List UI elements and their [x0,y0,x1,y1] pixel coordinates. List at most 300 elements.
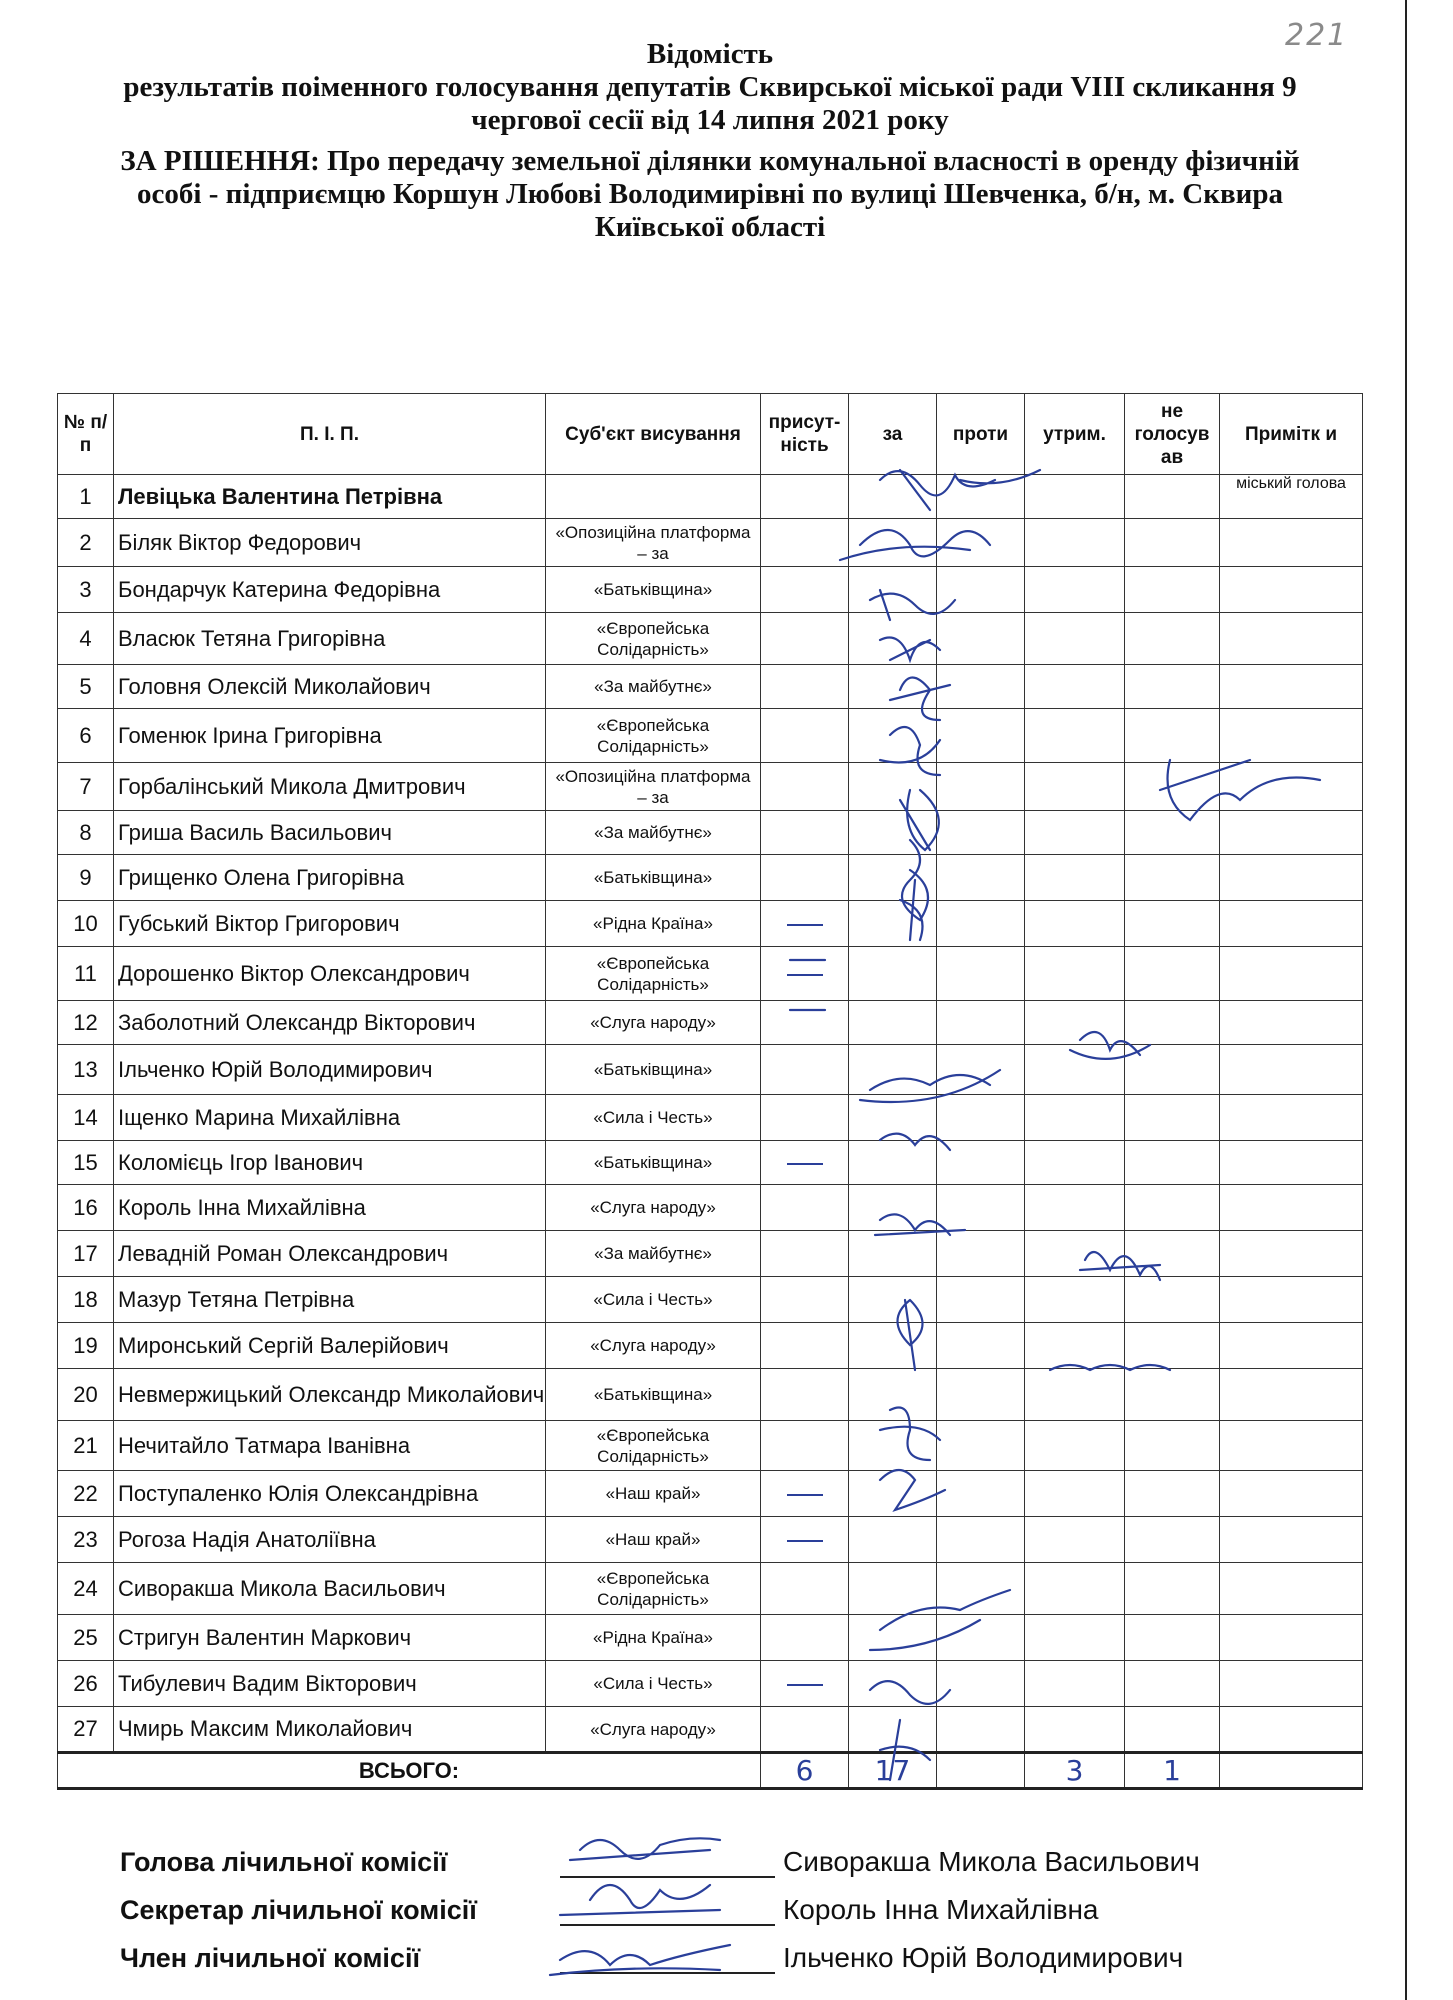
cell-note [1220,1421,1363,1471]
deputy-name: Сиворакша Микола Васильович [114,1563,546,1615]
footer-row-member [120,1926,1320,1974]
cell-novote [1125,1563,1220,1615]
cell-for [849,567,937,613]
row-number: 25 [58,1615,114,1661]
cell-against [937,1615,1025,1661]
party-name: «Наш край» [546,1471,761,1517]
table-row [58,1707,1363,1753]
party-name: «Європейська Солідарність» [546,613,761,665]
cell-abstain [1025,665,1125,709]
cell-present [761,709,849,763]
cell-present [761,1369,849,1421]
cell-novote [1125,665,1220,709]
cell-for [849,1045,937,1095]
cell-present [761,1045,849,1095]
deputy-name: Левіцька Валентина Петрівна [114,475,546,519]
row-number: 9 [58,855,114,901]
table-header-row [58,394,1363,475]
cell-note [1220,1369,1363,1421]
table-row [58,947,1363,1001]
row-number: 18 [58,1277,114,1323]
cell-present [761,1185,849,1231]
cell-novote [1125,1421,1220,1471]
cell-note [1220,567,1363,613]
deputy-name: Іщенко Марина Михайлівна [114,1095,546,1141]
header-name: П. І. П. [114,394,546,475]
cell-abstain [1025,1707,1125,1753]
party-name: «Батьківщина» [546,1141,761,1185]
cell-for [849,519,937,567]
cell-against [937,855,1025,901]
totals-row [58,1753,1363,1789]
cell-abstain [1025,519,1125,567]
cell-abstain [1025,1421,1125,1471]
row-number: 20 [58,1369,114,1421]
row-number: 4 [58,613,114,665]
cell-note [1220,1231,1363,1277]
deputy-name: Заболотний Олександр Вікторович [114,1001,546,1045]
deputy-name: Бондарчук Катерина Федорівна [114,567,546,613]
cell-for [849,1707,937,1753]
cell-novote [1125,763,1220,811]
cell-for [849,613,937,665]
cell-for [849,1615,937,1661]
person-member: Ільченко Юрій Володимирович [783,1942,1184,1973]
cell-for [849,1185,937,1231]
row-number: 27 [58,1707,114,1753]
table-row [58,855,1363,901]
cell-abstain [1025,763,1125,811]
table-row [58,475,1363,519]
row-number: 2 [58,519,114,567]
cell-against [937,1095,1025,1141]
cell-against [937,665,1025,709]
cell-for [849,855,937,901]
page-number: 221 [1285,18,1349,53]
header-abstain: утрим. [1025,394,1125,475]
total-note [1220,1753,1363,1789]
cell-novote [1125,1615,1220,1661]
cell-against [937,709,1025,763]
cell-against [937,567,1025,613]
cell-present [761,567,849,613]
cell-note [1220,1661,1363,1707]
table-row [58,1421,1363,1471]
cell-against [937,475,1025,519]
party-name: «Рідна Країна» [546,901,761,947]
cell-novote [1125,1277,1220,1323]
cell-abstain [1025,1185,1125,1231]
party-name: «Сила і Честь» [546,1095,761,1141]
total-for: 17 [849,1753,937,1789]
party-name: «Рідна Країна» [546,1615,761,1661]
cell-abstain [1025,811,1125,855]
cell-for [849,901,937,947]
cell-note [1220,1615,1363,1661]
table-row [58,1185,1363,1231]
cell-against [937,1231,1025,1277]
cell-for [849,1231,937,1277]
cell-for [849,1563,937,1615]
table-row [58,567,1363,613]
voting-table [57,393,1363,1790]
party-name [546,475,761,519]
cell-for [849,1517,937,1563]
party-name: «Європейська Солідарність» [546,947,761,1001]
cell-abstain [1025,1045,1125,1095]
party-name: «Наш край» [546,1517,761,1563]
page-edge-line [1405,0,1407,2000]
decision-line-1: ЗА РІШЕННЯ: Про передачу земельної ділянки комунальної власності в оренду фізичній [120,145,1300,177]
cell-abstain [1025,1323,1125,1369]
deputy-name: Левадній Роман Олександрович [114,1231,546,1277]
table-row [58,1615,1363,1661]
cell-for [849,811,937,855]
party-name: «За майбутнє» [546,811,761,855]
row-number: 7 [58,763,114,811]
cell-abstain [1025,1471,1125,1517]
footer-row-secretary [120,1878,1320,1926]
row-number: 14 [58,1095,114,1141]
party-name: «Слуга народу» [546,1707,761,1753]
row-number: 1 [58,475,114,519]
party-name: «Батьківщина» [546,1045,761,1095]
deputy-name: Невмержицький Олександр Миколайович [114,1369,546,1421]
cell-for [849,665,937,709]
cell-present [761,1277,849,1323]
cell-abstain [1025,1277,1125,1323]
cell-novote [1125,1045,1220,1095]
deputy-name: Чмирь Максим Миколайович [114,1707,546,1753]
cell-novote [1125,1471,1220,1517]
cell-present [761,1661,849,1707]
row-number: 15 [58,1141,114,1185]
table-row [58,901,1363,947]
cell-for [849,763,937,811]
cell-abstain [1025,1001,1125,1045]
document-title: Відомість [646,38,774,70]
cell-present [761,855,849,901]
row-number: 10 [58,901,114,947]
role-secretary: Секретар лічильної комісії [120,1895,477,1925]
party-name: «Сила і Честь» [546,1661,761,1707]
total-abstain: 3 [1025,1753,1125,1789]
cell-novote [1125,1323,1220,1369]
cell-for [849,947,937,1001]
signature-line [560,1942,775,1974]
cell-note [1220,613,1363,665]
deputy-name: Гоменюк Ірина Григорівна [114,709,546,763]
cell-present [761,665,849,709]
party-name: «Європейська Солідарність» [546,1563,761,1615]
deputy-name: Ільченко Юрій Володимирович [114,1045,546,1095]
cell-present [761,1141,849,1185]
table-body [58,475,1363,1753]
header-line-2: результатів поіменного голосування депутатів Сквирської міської ради VIII скликання 9 [123,71,1297,103]
cell-for [849,1001,937,1045]
header-party: Суб'єкт висування [546,394,761,475]
cell-present [761,1323,849,1369]
row-number: 23 [58,1517,114,1563]
cell-present [761,1563,849,1615]
cell-against [937,1001,1025,1045]
cell-present [761,1707,849,1753]
party-name: «Європейська Солідарність» [546,1421,761,1471]
cell-novote [1125,709,1220,763]
cell-against [937,1563,1025,1615]
cell-against [937,1421,1025,1471]
cell-for [849,1471,937,1517]
cell-against [937,1323,1025,1369]
cell-present [761,1001,849,1045]
cell-present [761,1615,849,1661]
table-row [58,1231,1363,1277]
row-number: 12 [58,1001,114,1045]
cell-note: міський голова [1220,475,1363,519]
cell-present [761,1471,849,1517]
party-name: «Слуга народу» [546,1185,761,1231]
cell-against [937,1277,1025,1323]
cell-against [937,901,1025,947]
table-row [58,1369,1363,1421]
table-row [58,1045,1363,1095]
cell-abstain [1025,1141,1125,1185]
party-name: «Опозиційна платформа – за [546,519,761,567]
deputy-name: Стригун Валентин Маркович [114,1615,546,1661]
total-novote: 1 [1125,1753,1220,1789]
cell-present [761,1231,849,1277]
deputy-name: Дорошенко Віктор Олександрович [114,947,546,1001]
header-note: Примітк и [1220,394,1363,475]
row-number: 3 [58,567,114,613]
cell-abstain [1025,855,1125,901]
total-present: 6 [761,1753,849,1789]
cell-novote [1125,811,1220,855]
signature-line [560,1846,775,1878]
role-chair: Голова лічильної комісії [120,1847,448,1877]
table-row [58,1517,1363,1563]
cell-novote [1125,1231,1220,1277]
cell-present [761,947,849,1001]
cell-note [1220,1045,1363,1095]
cell-abstain [1025,1661,1125,1707]
header-against: проти [937,394,1025,475]
dash-mark [787,974,823,976]
footer-row-chair [120,1830,1320,1878]
deputy-name: Мазур Тетяна Петрівна [114,1277,546,1323]
row-number: 13 [58,1045,114,1095]
cell-present [761,519,849,567]
deputy-name: Рогоза Надія Анатоліївна [114,1517,546,1563]
dash-mark [787,924,823,926]
cell-against [937,1185,1025,1231]
cell-note [1220,1095,1363,1141]
cell-present [761,1421,849,1471]
cell-against [937,947,1025,1001]
cell-note [1220,665,1363,709]
party-name: «Батьківщина» [546,1369,761,1421]
totals-label: ВСЬОГО: [58,1753,761,1789]
cell-against [937,1707,1025,1753]
party-name: «Батьківщина» [546,855,761,901]
cell-abstain [1025,1369,1125,1421]
cell-novote [1125,855,1220,901]
cell-abstain [1025,709,1125,763]
row-number: 11 [58,947,114,1001]
party-name: «Слуга народу» [546,1001,761,1045]
cell-novote [1125,901,1220,947]
table-row [58,1277,1363,1323]
cell-novote [1125,1369,1220,1421]
cell-present [761,613,849,665]
table-row [58,519,1363,567]
role-member: Член лічильної комісії [120,1943,421,1973]
cell-note [1220,1185,1363,1231]
cell-against [937,1045,1025,1095]
deputy-name: Миронський Сергій Валерійович [114,1323,546,1369]
cell-for [849,1421,937,1471]
row-number: 22 [58,1471,114,1517]
table-row [58,1323,1363,1369]
deputy-name: Губський Віктор Григорович [114,901,546,947]
cell-novote [1125,1707,1220,1753]
cell-abstain [1025,1095,1125,1141]
party-name: «Європейська Солідарність» [546,709,761,763]
cell-present [761,811,849,855]
table-row [58,811,1363,855]
cell-present [761,901,849,947]
row-number: 5 [58,665,114,709]
cell-for [849,1277,937,1323]
header-for: за [849,394,937,475]
row-number: 16 [58,1185,114,1231]
party-name: «За майбутнє» [546,665,761,709]
cell-present [761,763,849,811]
cell-abstain [1025,947,1125,1001]
cell-against [937,1141,1025,1185]
cell-note [1220,1323,1363,1369]
cell-against [937,1369,1025,1421]
deputy-name: Тибулевич Вадим Вікторович [114,1661,546,1707]
cell-novote [1125,1001,1220,1045]
cell-abstain [1025,1231,1125,1277]
cell-for [849,1095,937,1141]
decision-line-2: особі - підприємцю Коршун Любові Володимирівні по вулиці Шевченка, б/н, м. Сквира [137,178,1283,210]
deputy-name: Грищенко Олена Григорівна [114,855,546,901]
cell-for [849,475,937,519]
dash-mark [787,1540,823,1542]
document-header [20,38,1400,244]
table-row [58,1095,1363,1141]
deputy-name: Гриша Василь Васильович [114,811,546,855]
cell-abstain [1025,1563,1125,1615]
cell-note [1220,855,1363,901]
row-number: 6 [58,709,114,763]
cell-novote [1125,1517,1220,1563]
cell-novote [1125,1661,1220,1707]
party-name: «Батьківщина» [546,567,761,613]
cell-abstain [1025,1517,1125,1563]
cell-against [937,519,1025,567]
cell-note [1220,1517,1363,1563]
cell-present [761,1095,849,1141]
cell-against [937,763,1025,811]
cell-abstain [1025,567,1125,613]
decision-line-3: Київської області [594,211,826,243]
cell-note [1220,1001,1363,1045]
cell-for [849,1323,937,1369]
cell-against [937,613,1025,665]
header-num: № п/п [58,394,114,475]
row-number: 8 [58,811,114,855]
table-row [58,763,1363,811]
cell-present [761,475,849,519]
cell-novote [1125,1141,1220,1185]
cell-abstain [1025,901,1125,947]
cell-novote [1125,613,1220,665]
cell-novote [1125,519,1220,567]
cell-against [937,1471,1025,1517]
total-against [937,1753,1025,1789]
table-row [58,1471,1363,1517]
cell-for [849,1369,937,1421]
person-secretary: Король Інна Михайлівна [783,1894,1099,1925]
deputy-name: Коломієць Ігор Іванович [114,1141,546,1185]
row-number: 24 [58,1563,114,1615]
cell-for [849,1141,937,1185]
cell-novote [1125,947,1220,1001]
cell-abstain [1025,613,1125,665]
deputy-name: Горбалінський Микола Дмитрович [114,763,546,811]
cell-note [1220,1563,1363,1615]
deputy-name: Власюк Тетяна Григорівна [114,613,546,665]
row-number: 17 [58,1231,114,1277]
dash-mark [787,1494,823,1496]
person-chair: Сиворакша Микола Васильович [783,1846,1200,1877]
table-row [58,665,1363,709]
row-number: 26 [58,1661,114,1707]
deputy-name: Поступаленко Юлія Олександрівна [114,1471,546,1517]
cell-note [1220,947,1363,1001]
header-line-3: чергової сесії від 14 липня 2021 року [471,104,949,136]
cell-note [1220,519,1363,567]
header-present: присут-ність [761,394,849,475]
table-row [58,613,1363,665]
row-number: 21 [58,1421,114,1471]
deputy-name: Нечитайло Татмара Іванівна [114,1421,546,1471]
table-row [58,1141,1363,1185]
cell-against [937,1661,1025,1707]
cell-note [1220,1277,1363,1323]
cell-note [1220,901,1363,947]
cell-note [1220,811,1363,855]
signature-line [560,1894,775,1926]
cell-novote [1125,475,1220,519]
signatures-footer [120,1830,1320,1974]
party-name: «Слуга народу» [546,1323,761,1369]
cell-against [937,811,1025,855]
cell-abstain [1025,475,1125,519]
deputy-name: Король Інна Михайлівна [114,1185,546,1231]
cell-abstain [1025,1615,1125,1661]
table-row [58,709,1363,763]
deputy-name: Головня Олексій Миколайович [114,665,546,709]
cell-note [1220,763,1363,811]
dash-mark [787,1684,823,1686]
cell-note [1220,1707,1363,1753]
cell-novote [1125,1095,1220,1141]
table-row [58,1563,1363,1615]
